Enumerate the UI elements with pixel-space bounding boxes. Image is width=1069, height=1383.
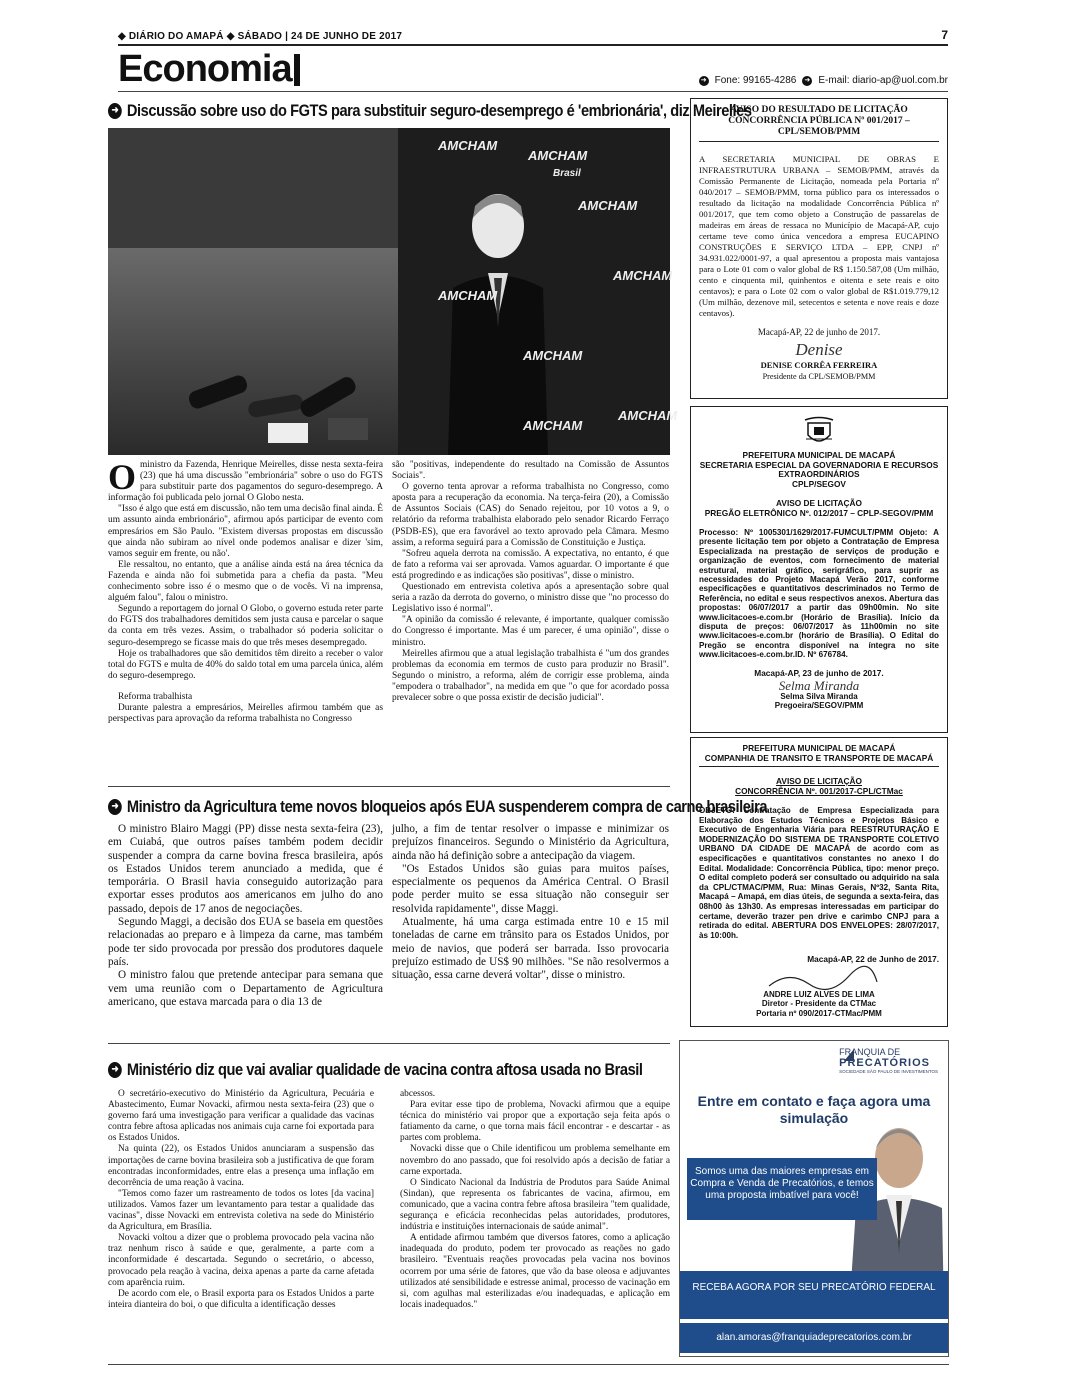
article3-col1: O secretário-executivo do Ministério da Agricultura, Pecuária e Abastecimento, Eumar Novacki, afirmou nesta sexta-feira (23) que o governo fará uma investigação para verificar a qualidade das vacinas contra febre aftosa aplicadas nos animais cuja carne foi exportada para os Estados Unidos. Na quinta (22), os Estados Unidos anunciaram a suspensão das importações de carne bovina brasileira sob a justificativa de que foram encontradas inconformidades, entre elas a presença uma inflação em decorrência de uma reação à vacina. "Temos como fazer um rastreamento de todos os lotes [da vacina] utilizados. Vamos fazer um levantamento para testar a qualidade das vacinas", disse Novacki em entrevista coletiva na sede do Ministério da Agricultura, em Brasília. Novacki voltou a dizer que o problema provocado pela vacina não traz nenhum risco à saúde e que, geralmente, a parte com a inconformidade é descartada. Segundo o secretário, o abcesso, provocado pela reação à vacina, deixa apenas a parte da carne afetada com aparência ruim. De acordo com ele, o Brasil exporta para os Estados Unidos a parte inteira dianteira do boi, o que dificulta a identificação desses (108, 1089, 374, 1310)
ad-bar: RECEBA AGORA POR SEU PRECATÓRIO FEDERAL (680, 1271, 948, 1319)
ad-blue-panel: Somos uma das maiores empresas em Compra e Venda de Precatórios, e temos uma proposta imbatível para você! (687, 1158, 877, 1220)
notice-result-box (690, 98, 948, 399)
email-icon: ➜ (802, 76, 812, 86)
article1-col1: O ministro da Fazenda, Henrique Meirelles, disse nesta sexta-feira (23) que há uma discussão "embrionária" sobre o uso do FGTS para substituir parte dos pagamentos do seguro-desemprego. A informação foi publicada pelo jornal O Globo nesta. "Isso é algo que está em discussão, não tem uma decisão final ainda. É um assunto ainda embrionário", afirmou após participar de evento com empresários em São Paulo. "Existem diversas propostas em discussão que ainda não subiram ao nível onde podemos analisar e dizer 'sim, vamos seguir em frente, ou não'. Ele ressaltou, no entanto, que a análise ainda está na área técnica da Fazenda e ainda não foi submetida para a chefia da pasta. "Meu conhecimento sobre isso é o mesmo que o de vocês. Vi na imprensa, alguém falou", falou o ministro. Segundo a reportagem do jornal O Globo, o governo estuda reter parte do FGTS dos trabalhadores demitidos sem justa causa e parcelar o saque da conta em três vezes. Assim, o trabalhador só poderia solicitar o seguro-desemprego se ficasse mais do que três meses desempregado. Hoje os trabalhadores que são demitidos têm direito a receber o valor total do FGTS e multa de 40% do saldo total em uma parcela única, além do seguro-desemprego. Reforma trabalhista Durante palestra a empresários, Meirelles afirmou também que as perspectivas para aprovação da reforma trabalhista no Congresso (108, 457, 383, 725)
rule (108, 1043, 670, 1044)
place-date: Macapá-AP, 23 de junho de 2017. (754, 667, 884, 678)
article2-col2: julho, a fim de tentar resolver o impasse e minimizar os prejuízos financeiros. Segundo o Ministério da Agricultura, ainda não há definição sobre a antecipação da viagem. "Os Estados Unidos são guias para muitos países, especialmente os pequenos da América Central. O Brasil pode perder muito se essa situação não conseguir ser resolvida rapidamente", disse Maggi. Atualmente, há uma carga estimada entre 10 e 15 mil toneladas de carne em trânsito para os Estados Unidos, por meio de navios, que poderá ser barrada. Isso provocaria prejuízo estimado de US$ 90 milhões. "Se não resolvermos a situação, essa carne deverá voltar", disse o ministro. (392, 823, 669, 982)
notice-subtitle: CONCORRÊNCIA PÚBLICA Nº 001/2017 – CPL/SEMOB/PMM (699, 116, 939, 142)
article1-col2: são "positivas, independente do resultado na Comissão de Assuntos Sociais". O governo tenta aprovar a reforma trabalhista no Congresso, como aposta para a recuperação da economia. Na terça-feira (20), a Comissão de Assuntos Sociais (CAS) do Senado rejeitou, por 10 votos a 9, o relatório da reforma trabalhista elaborado pelo senador Ricardo Ferraço (PSDB-ES), que era favorável ao texto aprovado pela Câmara. Mesmo assim, a reforma seguirá para a Comissão de Constituição e Justiça. "Sofreu aquela derrota na comissão. A expectativa, no entanto, é que de fato a reforma vai ser aprovada. Vamos aguardar. O importante é que está progredindo e as indicações são positivas", disse o ministro. Questionado em entrevista coletiva após a apresentação sobre qual seria a razão da derrota do governo, o ministro disse que "no processo do Legislativo isso é normal". "A opinião da comissão é relevante, é importante, qualquer comissão do Congresso é importante. Mas é um parecer, é uma opinião", disse o ministro. Meirelles afirmou que a atual legislação trabalhista é "um dos grandes problemas da economia em termos de custo para produzir no Brasil". Segundo o ministro, a reforma, além de corrigir esse problema, ainda "empodera o trabalhador", na medida em que "o que for acordado possa prevalecer sobre o que possa existir de decisão judicial". (392, 460, 669, 703)
signer-name: Selma Silva Miranda (780, 691, 858, 701)
signer-role: Presidente da CPL/SEMOB/PMM (762, 372, 876, 382)
notice-body: Processo: Nº 1005301/1629/2017-FUMCULT/PMM Objeto: A presente licitação tem por objeto a Contratação de Empresa Especializada na prestação de serviços de produção e organização de eventos, com fornecimento de material estrutural, material gráfico, serigráfico, para suprir as necessidades do Projeto Macapá Verão 2017, conforme especificações e quantitativos descriminados no Termo de Referência, no edital e seus respectivos anexos. Abertura das propostas: 06/07/2017 a partir das 09h00min. No site www.licitacoes-e.com.br (Horário de Brasília). Início da disputa de preços: 06/07/2017 às 11h00min no site www.licitacoes-e.com.br (horário de Brasília). O Edital do Pregão se encontra disponível na íntegra no site www.licitacoes-e.com.br.ID. Nº 676784. (699, 528, 939, 660)
notice-subtitle: PREGÃO ELETRÔNICO Nº. 012/2017 – CPLP-SEGOV/PMM (704, 507, 934, 518)
bottom-rule (108, 1364, 949, 1365)
ad-brand: FRANQUIA DE PRECATÓRIOS SOCIEDADE SÃO PAULO DE INVESTIMENTOS (839, 1047, 938, 1074)
phone-icon: ➜ (699, 76, 709, 86)
article1-photo: AMCHAM AMCHAM AMCHAM AMCHAM AMCHAM AMCHAM AMCHAM AMCHAM Brasil (108, 128, 670, 455)
contact-line (699, 75, 948, 86)
signature: Selma Miranda (778, 677, 860, 693)
title-rule (118, 91, 948, 92)
article2-headline: ➜ Ministro da Agricultura teme novos bloqueios após EUA suspenderem compra de carne brasileira (108, 797, 767, 817)
section-title: Economia (118, 48, 292, 90)
notice-subtitle: CONCORRÊNCIA Nº. 001/2017-CPL/CTMac (735, 785, 903, 796)
org-name: PREFEITURA MUNICIPAL DE MACAPÁ (742, 743, 896, 753)
signature: Denise (795, 340, 843, 360)
man-figure (443, 178, 553, 455)
section-bar-decoration (294, 54, 300, 86)
article3-headline: ➜ Ministério diz que vai avaliar qualidade de vacina contra aftosa usada no Brasil (108, 1060, 643, 1080)
notice-body: OBJETO: Contratação de Empresa Especializada para Elaboração dos Estudos Técnicos e Projetos Básico e Executivo de Engenharia Viária para REESTRUTURAÇÃO E MODERNIZAÇÃO DO SISTEMA DE TRANSPORTE COLETIVO URBANO DA CIDADE DE MACAPÁ de acordo com as especificações e quantitativos constantes no anexo I do Edital. Modalidade: Concorrência Pública, tipo: menor preço. O edital completo poderá ser consultado ou adquirido na sala da CPL/CTMAC/PMM, Rua: Minas Gerais, Nº32, Santa Rita, Macapá – Amapá, em dias úteis, de segunda a sexta-feira, das 08h00 às 13h30. As empresas interessadas em participar do certame, deverão trazer pen drive e carimbo CNPJ para a retirada do edital. ABERTURA DOS ENVELOPES: 28/07/2017, às 10:00h. (699, 806, 939, 940)
signature-scribble (759, 968, 879, 990)
signer-portaria: Portaria nº 090/2017-CTMac/PMM (756, 1008, 882, 1018)
rule (108, 786, 670, 787)
article3-col2: abcessos. Para evitar esse tipo de problema, Novacki afirmou que a equipe técnica do ministério vai propor que a exportação seja feita após o fatiamento da carne, o que torna mais fácil encontrar - e descartar - as partes com problema. Novacki disse que o Chile identificou um problema semelhante em novembro do ano passado, que foi resolvido após a decisão de fatiar a carne exportada. O Sindicato Nacional da Indústria de Produtos para Saúde Animal (Sindan), que representa os fabricantes de vacina, afirmou, em comunicado, que a vacina contra febre aftosa brasileira "tem qualidade, segurança e eficácia reconhecidas pelas autoridades, produtores, indústria e instituições internacionais de saúde animal". A entidade afirmou também que diversos fatores, como a aplicação inadequada do produto, podem ter provocado as reações no gado brasileiro. "Eventuais reações provocadas pela vacina nos bovinos ocorrem por uma série de fatores, que vão da base oleosa e adjuvantes utilizados até sensibilidade e estresse animal, processo de vacinação em si, com agulhas mal esterilizadas e/ou inadequadas, e aplicação em locais inadequados." (400, 1089, 670, 1310)
signer-name: ANDRE LUIZ ALVES DE LIMA (763, 989, 875, 999)
notice-title: AVISO DE LICITAÇÃO (776, 776, 862, 786)
coat-of-arms-icon (802, 415, 836, 449)
page-header (118, 30, 948, 46)
precatorios-advertisement[interactable] (679, 1040, 949, 1357)
ad-call-to-action: Entre em contato e faça agora uma simulação (697, 1093, 931, 1126)
org-cplp: CPLP/SEGOV (792, 478, 846, 489)
org-secretariat: SECRETARIA ESPECIAL DA GOVERNADORIA E RECURSOS EXTRAORDINÁRIOS (699, 459, 939, 479)
article2-col1: O ministro Blairo Maggi (PP) disse nesta sexta-feira (23), em Cuiabá, que outros países também podem decidir suspender a compra da carne bovina fresca brasileira, após os Estados Unidos terem anunciado a medida, que é temporária. O Brasil havia conseguido autorização para exportar esses produtos aos americanos em julho do ano passado, depois de 17 anos de negociações. Segundo Maggi, a decisão dos EUA se baseia em questões relacionadas ao preparo e à limpeza da carne, mas também pode ter sido provocada por pressão dos produtores daquele país. O ministro falou que pretende antecipar para semana que vem uma reunião com o Departamento de Agricultura americano, que estava marcada para o dia 13 de (108, 823, 383, 1008)
arrow-bullet-icon: ➜ (108, 799, 122, 815)
notice-title: AVISO DE LICITAÇÃO (776, 498, 862, 508)
page-number: 7 (941, 28, 948, 42)
phone-text: Fone: 99165-4286 (714, 75, 797, 86)
notice-body: A SECRETARIA MUNICIPAL DE OBRAS E INFRAESTRUTURA URBANA – SEMOB/PMM, através da Comissão Permanente de Licitação, nomeada pela Portaria nº 040/2017 – SEMOB/PMM, torna público para os interessados o resultado da licitação na modalidade Concorrência Pública nº 001/2017, que tem como objeto a Construção de passarelas de madeiras em áreas de ressaca no Município de Macapá-AP, cujo certame teve como única vencedora a empresa EUCAPINO CONSTRUÇÕES E SERVIÇO LTDA – EPP, CNPJ nº 34.931.022/0001-97, a qual apresentou a proposta mais vantajosa para o Lote 01 com o valor global de R$ 1.150.587,08 (Um milhão, cento e cinquenta mil, quinhentos e oitenta e sete reais e oito centavos); e para o Lote 02 com o valor global de R$1.019.779,12 (Um milhão, dezenove mil, setecentos e setenta e nove reais e doze centavos). (699, 154, 939, 318)
signer-role: Diretor - Presidente da CTMac (761, 999, 877, 1009)
org-name: PREFEITURA MUNICIPAL DE MACAPÁ (742, 450, 896, 460)
signer-name: DENISE CORRÊA FERREIRA (760, 360, 878, 371)
place-date: Macapá-AP, 22 de junho de 2017. (757, 327, 881, 337)
notice-ctmac-box (690, 737, 948, 1027)
ad-email[interactable]: alan.amoras@franquiadeprecatorios.com.br (680, 1323, 948, 1353)
place-date: Macapá-AP, 22 de Junho de 2017. (807, 954, 939, 965)
signer-role: Pregoeira/SEGOV/PMM (774, 700, 864, 710)
notice-pregao-box (690, 406, 948, 733)
subheading: Reforma trabalhista (118, 691, 193, 702)
article1-headline: ➜ Discussão sobre uso do FGTS para substituir seguro-desemprego é 'embrionária', diz Meirelles (108, 101, 752, 121)
microphones (178, 343, 398, 455)
arrow-bullet-icon: ➜ (108, 103, 122, 119)
arrow-bullet-icon: ➜ (108, 1062, 122, 1078)
email-text: E-mail: diario-ap@uol.com.br (818, 75, 948, 86)
org-company: COMPANHIA DE TRANSITO E TRANSPORTE DE MACAPÁ (699, 754, 939, 768)
newspaper-date-line: ◆ DIÁRIO DO AMAPÁ ◆ SÁBADO | 24 DE JUNHO DE 2017 (118, 31, 403, 42)
notice-title: AVISO DO RESULTADO DE LICITAÇÃO (730, 105, 908, 115)
